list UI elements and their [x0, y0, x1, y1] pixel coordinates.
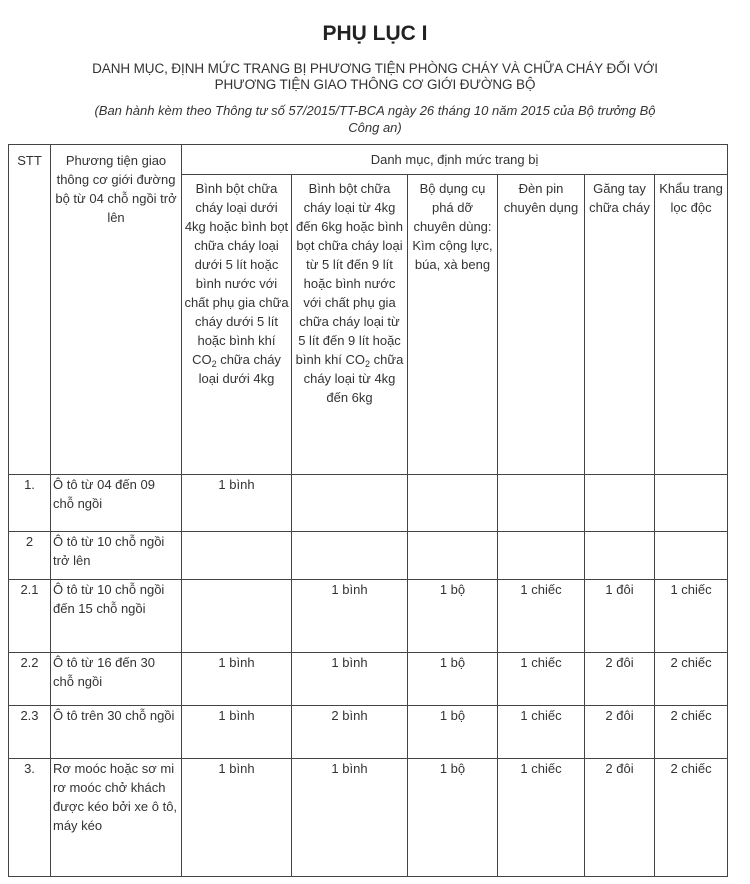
- row-vehicle: Ô tô từ 10 chỗ ngồi trở lên: [51, 532, 182, 580]
- row-cell: 2 đôi: [585, 653, 655, 706]
- note-line-1: (Ban hành kèm theo Thông tư số 57/2015/TT-BCA ngày 26 tháng 10 năm 2015 của Bộ trưởng Bộ: [94, 103, 656, 118]
- row-cell: [498, 532, 585, 580]
- row-cell: 1 bộ: [408, 653, 498, 706]
- row-cell: 1 bình: [182, 759, 292, 877]
- row-cell: 1 bình: [292, 653, 408, 706]
- row-cell: 1 đôi: [585, 580, 655, 653]
- col2-text: Bình bột chữa cháy loại từ 4kg đến 6kg hoặc bình bọt chữa cháy loại từ 5 lít đến 9 lít hoặc bình nước với chất phụ gia chữa cháy loại từ 5 lít đến 9 lít hoặc bình khí CO: [295, 181, 403, 367]
- row-stt: 2.3: [9, 706, 51, 759]
- row-stt: 1.: [9, 475, 51, 532]
- subtitle-line-2: PHƯƠNG TIỆN GIAO THÔNG CƠ GIỚI ĐƯỜNG BỘ: [214, 77, 536, 92]
- row-cell: 1 bình: [182, 653, 292, 706]
- header-vehicle: Phương tiện giao thông cơ giới đường bộ từ 04 chỗ ngồi trở lên: [51, 145, 182, 475]
- table-row: [9, 580, 728, 653]
- row-cell: 1 bình: [292, 759, 408, 877]
- document-subtitle: [0, 61, 750, 93]
- table-row: [9, 475, 728, 532]
- equipment-table: [8, 144, 728, 877]
- header-col-mask: Khẩu trang lọc độc: [655, 175, 728, 475]
- row-cell: 2 chiếc: [655, 706, 728, 759]
- row-cell: 1 bộ: [408, 580, 498, 653]
- row-cell: 1 chiếc: [498, 759, 585, 877]
- header-col-gloves: Găng tay chữa cháy: [585, 175, 655, 475]
- row-cell: [292, 475, 408, 532]
- row-cell: 1 chiếc: [498, 580, 585, 653]
- col1-sub: 2: [211, 359, 217, 369]
- row-cell: [408, 532, 498, 580]
- row-vehicle: Ô tô trên 30 chỗ ngồi: [51, 706, 182, 759]
- row-vehicle: Ô tô từ 10 chỗ ngồi đến 15 chỗ ngồi: [51, 580, 182, 653]
- row-cell: 1 bình: [182, 475, 292, 532]
- table-row: [9, 653, 728, 706]
- header-col-demolition-tools: Bộ dụng cụ phá dỡ chuyên dùng: Kìm cộng lực, búa, xà beng: [408, 175, 498, 475]
- header-row-1: [9, 145, 728, 175]
- row-stt: 2.2: [9, 653, 51, 706]
- row-cell: 2 bình: [292, 706, 408, 759]
- header-group: Danh mục, định mức trang bị: [182, 145, 728, 175]
- row-cell: [585, 532, 655, 580]
- table-row: [9, 759, 728, 877]
- document-title: PHỤ LỤC I: [322, 22, 428, 45]
- col1-text-end: chữa cháy loại dưới 4kg: [198, 352, 281, 386]
- col2-sub: 2: [365, 359, 371, 369]
- row-stt: 3.: [9, 759, 51, 877]
- row-cell: [585, 475, 655, 532]
- row-cell: [655, 475, 728, 532]
- row-cell: [292, 532, 408, 580]
- header-stt: STT: [9, 145, 51, 475]
- row-cell: 1 bình: [292, 580, 408, 653]
- row-cell: 1 chiếc: [498, 706, 585, 759]
- col2-text-end: chữa cháy loại từ 4kg đến 6kg: [303, 352, 404, 405]
- row-stt: 2.1: [9, 580, 51, 653]
- row-cell: 1 chiếc: [655, 580, 728, 653]
- header-col-medium-extinguisher: [292, 175, 408, 475]
- row-vehicle: Ô tô từ 16 đến 30 chỗ ngồi: [51, 653, 182, 706]
- row-cell: [408, 475, 498, 532]
- row-cell: 1 bộ: [408, 759, 498, 877]
- note-line-2: Công an): [348, 120, 402, 135]
- row-cell: [182, 532, 292, 580]
- row-cell: 1 bộ: [408, 706, 498, 759]
- row-cell: 2 đôi: [585, 706, 655, 759]
- header-col-flashlight: Đèn pin chuyên dụng: [498, 175, 585, 475]
- table-row: [9, 532, 728, 580]
- row-stt: 2: [9, 532, 51, 580]
- row-cell: [498, 475, 585, 532]
- document-note: [0, 102, 750, 136]
- row-cell: 2 chiếc: [655, 653, 728, 706]
- row-cell: 2 đôi: [585, 759, 655, 877]
- subtitle-line-1: DANH MỤC, ĐỊNH MỨC TRANG BỊ PHƯƠNG TIỆN PHÒNG CHÁY VÀ CHỮA CHÁY ĐỐI VỚI: [92, 61, 658, 76]
- row-cell: [655, 532, 728, 580]
- row-cell: 1 bình: [182, 706, 292, 759]
- row-vehicle: Rơ moóc hoặc sơ mi rơ moóc chở khách được kéo bởi xe ô tô, máy kéo: [51, 759, 182, 877]
- header-col-small-extinguisher: [182, 175, 292, 475]
- row-cell: 2 chiếc: [655, 759, 728, 877]
- table-row: [9, 706, 728, 759]
- col1-text: Bình bột chữa cháy loại dưới 4kg hoặc bình bọt chữa cháy loại dưới 5 lít hoặc bình nước với chất phụ gia chữa cháy dưới 5 lít hoặc bình khí CO: [184, 181, 289, 367]
- row-vehicle: Ô tô từ 04 đến 09 chỗ ngồi: [51, 475, 182, 532]
- row-cell: [182, 580, 292, 653]
- row-cell: 1 chiếc: [498, 653, 585, 706]
